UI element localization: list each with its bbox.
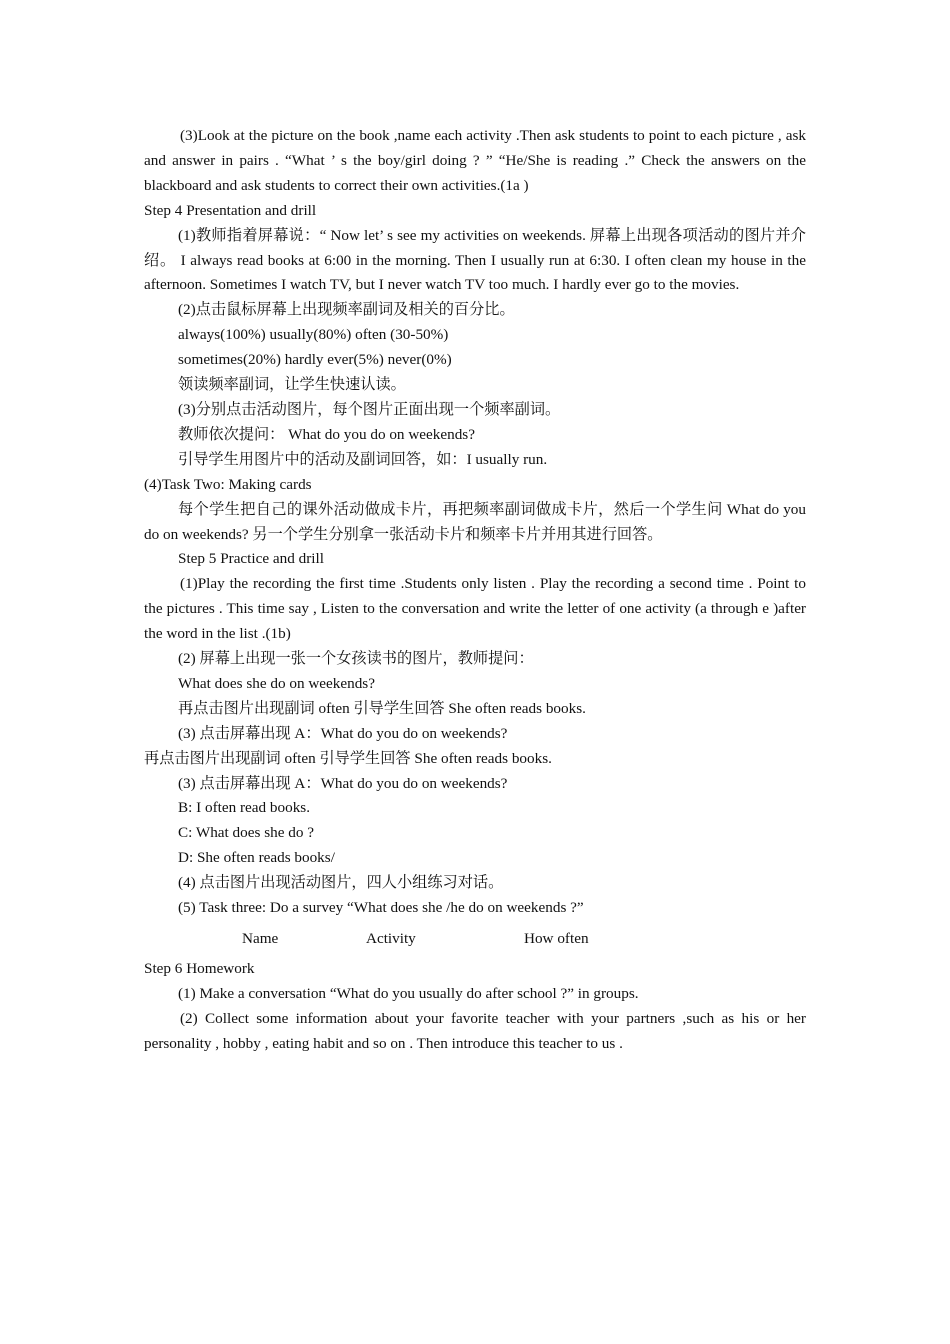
paragraph-dialog-d: D: She often reads books/: [178, 849, 335, 867]
heading-task-two: (4)Task Two: Making cards: [144, 475, 312, 493]
paragraph-dialog-c: C: What does she do ?: [178, 824, 314, 842]
table-header-activity: Activity: [366, 930, 416, 947]
heading-step-5: Step 5 Practice and drill: [178, 550, 324, 568]
paragraph-homework-1: (1) Make a conversation “What do you usually do after school ?” in groups.: [178, 984, 639, 1002]
paragraph-teacher-activities: (1)教师指着屏幕说：“ Now let’ s see my activities on weekends. 屏幕上出现各项活动的图片并介绍。 I always read books at 6:00 in the morning. Then I usually run at 6:30. I often clean my house in the afternoon. Sometimes I watch TV, but I never watch TV too much. I hardly ever go to the movies.: [144, 226, 806, 294]
paragraph-homework-2: (2) Collect some information about your favorite teacher with your partners ,such as his or her personality , hobby , eating habit and so on . Then introduce this teacher to us .: [144, 1009, 806, 1052]
paragraph-lead-reading: 领读频率副词，让学生快速认读。: [178, 376, 406, 394]
paragraph-making-cards: 每个学生把自己的课外活动做成卡片，再把频率副词做成卡片，然后一个学生问 What do you do on weekends? 另一个学生分别拿一张活动卡片和频率卡片并用其进行回答。: [144, 500, 806, 543]
paragraph-survey: (5) Task three: Do a survey “What does she /he do on weekends ?”: [178, 899, 584, 917]
heading-step-6: Step 6 Homework: [144, 960, 255, 977]
paragraph-girl-reading: (2) 屏幕上出现一张一个女孩读书的图片，教师提问：: [178, 650, 534, 668]
survey-table-header: [144, 927, 806, 951]
paragraph-click-often-1: 再点击图片出现副词 often 引导学生回答 She often reads books.: [178, 699, 586, 717]
paragraph-dialog-a-1: (3) 点击屏幕出现 A：What do you do on weekends?: [178, 724, 508, 742]
table-header-how-often: How often: [524, 930, 589, 947]
paragraph-what-does-she-do: What does she do on weekends?: [178, 674, 375, 692]
paragraph-guide-students: 引导学生用图片中的活动及副词回答，如：I usually run.: [178, 450, 548, 468]
heading-step-4: Step 4 Presentation and drill: [144, 201, 317, 219]
paragraph-play-recording: (1)Play the recording the first time .Students only listen . Play the recording a second time . Point to the pictures . This time say , Listen to the conversation and write the letter of one activity (a through e )after the word in the list .(1b): [144, 575, 806, 643]
document-body: [144, 124, 806, 1057]
paragraph-dialog-b: B: I often read books.: [178, 799, 311, 817]
paragraph-click-mouse: (2)点击鼠标屏幕上出现频率副词及相关的百分比。: [178, 301, 515, 319]
paragraph-click-activity: (3)分别点击活动图片，每个图片正面出现一个频率副词。: [178, 400, 561, 418]
table-header-name: Name: [242, 930, 279, 947]
frequency-line-1: always(100%) usually(80%) often (30-50%): [178, 326, 449, 344]
paragraph-look-at-picture: (3)Look at the picture on the book ,name each activity .Then ask students to point to each picture , ask and answer in pairs . “What ’ s the boy/girl doing ? ” “He/She is reading .” Check the answers on the blackboard and ask students to correct their own activities.(1a ): [144, 127, 806, 194]
paragraph-group-practice: (4) 点击图片出现活动图片，四人小组练习对话。: [178, 874, 504, 892]
paragraph-click-often-2: 再点击图片出现副词 often 引导学生回答 She often reads books.: [144, 749, 552, 767]
frequency-line-2: sometimes(20%) hardly ever(5%) never(0%): [178, 351, 452, 369]
paragraph-dialog-a-2: (3) 点击屏幕出现 A：What do you do on weekends?: [178, 774, 508, 792]
paragraph-teacher-asks: 教师依次提问： What do you do on weekends?: [178, 425, 475, 443]
